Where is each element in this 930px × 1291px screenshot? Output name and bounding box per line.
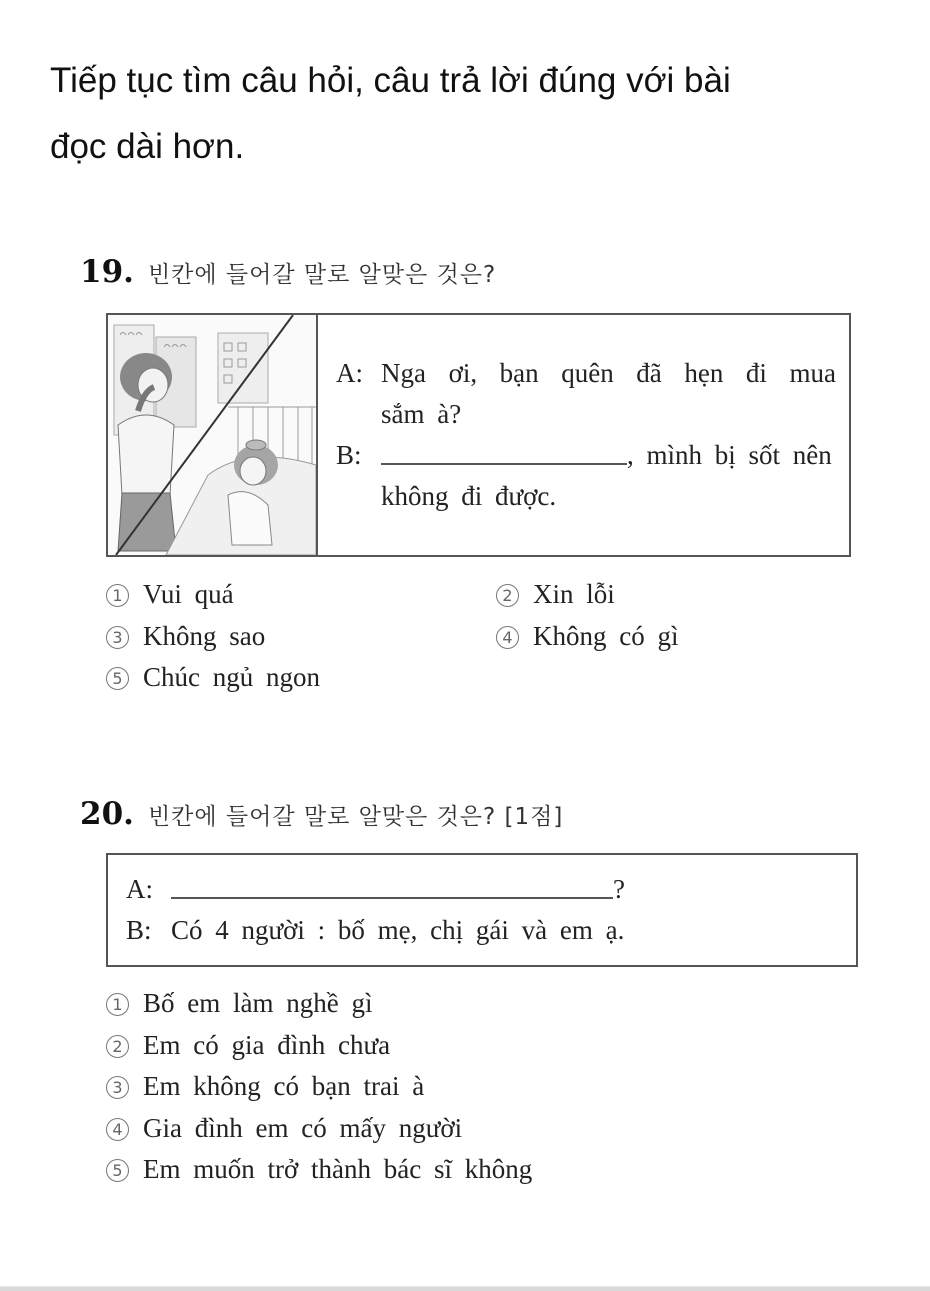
option-1[interactable] <box>106 983 706 1025</box>
circled-number-1-icon: 1 <box>106 584 129 607</box>
speaker-a-label: A: <box>126 874 153 904</box>
speaker-a-line <box>126 869 846 910</box>
option-3[interactable] <box>106 1066 706 1108</box>
question-19-options <box>106 574 726 699</box>
speaker-b-line <box>336 435 836 476</box>
circled-number-1-icon: 1 <box>106 993 129 1016</box>
speaker-b-text: , mình bị sốt nên <box>627 440 832 470</box>
question-20-options <box>106 983 706 1191</box>
question-number: 19. <box>80 254 134 290</box>
question-19-dialog-box <box>106 313 851 557</box>
option-text: Chúc ngủ ngon <box>143 662 320 692</box>
option-text: Em không có bạn trai à <box>143 1071 425 1101</box>
option-3[interactable] <box>106 616 496 658</box>
answer-blank <box>381 435 627 465</box>
speaker-a-line <box>336 353 836 394</box>
option-text: Xin lỗi <box>533 579 615 609</box>
speaker-b-label: B: <box>336 440 362 470</box>
question-prompt: 빈칸에 들어갈 말로 알맞은 것은? [1점] <box>147 804 564 830</box>
option-4[interactable] <box>496 616 678 658</box>
intro-line-1: Tiếp tục tìm câu hỏi, câu trả lời đúng với bài <box>50 61 731 100</box>
option-text: Bố em làm nghề gì <box>143 988 373 1018</box>
indent-spacer <box>336 476 381 517</box>
illustration-image <box>108 315 318 555</box>
option-2[interactable] <box>496 574 615 616</box>
speaker-a-label: A: <box>336 358 363 388</box>
intro-text <box>50 48 870 180</box>
option-text: Em muốn trở thành bác sĩ không <box>143 1154 533 1184</box>
option-text: Không sao <box>143 620 266 651</box>
dialog-20 <box>126 869 846 951</box>
question-prompt: 빈칸에 들어갈 말로 알맞은 것은? <box>147 262 497 288</box>
option-1[interactable] <box>106 574 496 616</box>
speaker-b-continuation <box>336 476 836 517</box>
speaker-b-text: Có 4 người : bố mẹ, chị gái và em ạ. <box>171 915 625 945</box>
option-5[interactable] <box>106 1149 706 1191</box>
circled-number-3-icon: 3 <box>106 1076 129 1099</box>
question-number: 20. <box>80 796 134 832</box>
option-2[interactable] <box>106 1025 706 1067</box>
bottom-divider <box>0 1286 930 1291</box>
speaker-b-text-2: không đi được. <box>381 481 557 511</box>
intro-line-2: đọc dài hơn. <box>50 127 245 166</box>
option-text: Gia đình em có mấy người <box>143 1112 463 1143</box>
speaker-b-label: B: <box>126 915 152 945</box>
answer-blank <box>171 869 613 899</box>
circled-number-5-icon: 5 <box>106 667 129 690</box>
option-5[interactable] <box>106 657 726 699</box>
circled-number-2-icon: 2 <box>496 584 519 607</box>
speaker-a-text: ? <box>613 874 625 904</box>
dialog-19 <box>336 353 836 517</box>
circled-number-5-icon: 5 <box>106 1159 129 1182</box>
speaker-b-line <box>126 910 846 951</box>
speaker-a-text-2: sắm à? <box>381 399 462 429</box>
option-4[interactable] <box>106 1108 706 1150</box>
circled-number-4-icon: 4 <box>106 1118 129 1141</box>
option-text: Không có gì <box>533 620 679 651</box>
circled-number-3-icon: 3 <box>106 626 129 649</box>
sick-girl-phone-call-illustration <box>108 315 316 555</box>
indent-spacer <box>336 394 381 435</box>
circled-number-2-icon: 2 <box>106 1035 129 1058</box>
option-text: Em có gia đình chưa <box>143 1029 391 1060</box>
question-20-title <box>80 796 563 832</box>
question-20-dialog-box <box>106 853 858 967</box>
option-text: Vui quá <box>143 579 234 609</box>
speaker-a-text: Nga ơi, bạn quên đã hẹn đi mua <box>381 358 836 388</box>
circled-number-4-icon: 4 <box>496 626 519 649</box>
question-19-title <box>80 254 496 290</box>
speaker-a-continuation <box>336 394 836 435</box>
